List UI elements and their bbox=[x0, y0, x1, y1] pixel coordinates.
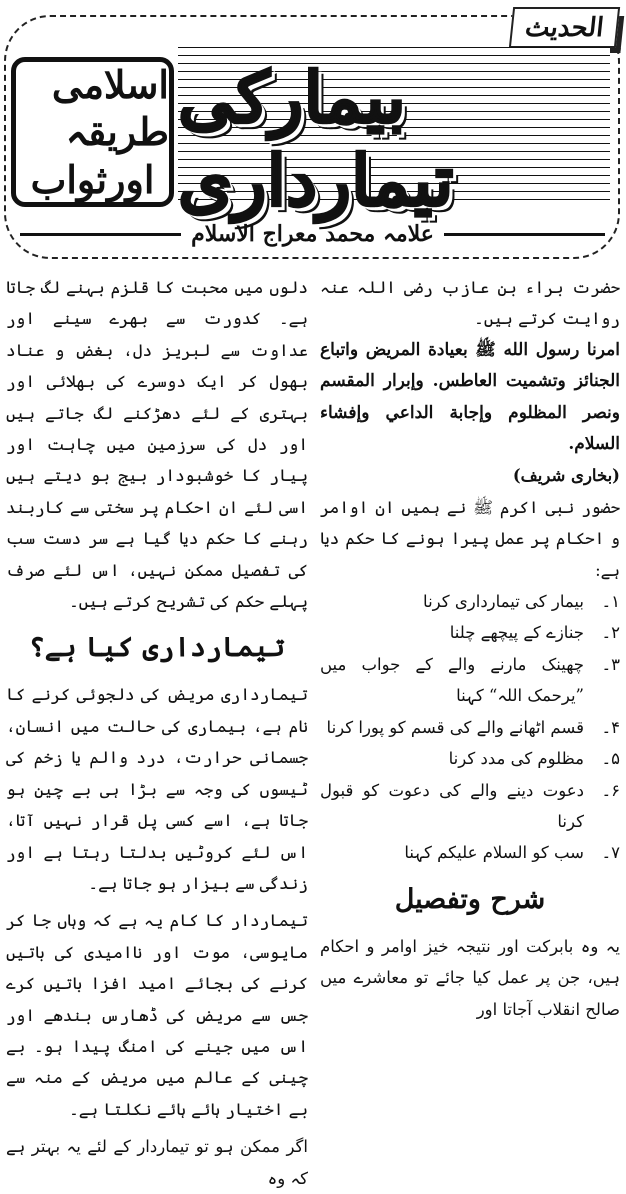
subtitle-line-2: اورثواب bbox=[30, 156, 155, 202]
list-item-text: قسم اٹھانے والے کی قسم کو پورا کرنا bbox=[326, 717, 584, 737]
list-item bbox=[320, 775, 620, 838]
hadith-reference: (بخاری شریف) bbox=[512, 466, 620, 486]
author-row bbox=[20, 219, 605, 249]
section-tag: الحدیث bbox=[509, 7, 620, 48]
list-item bbox=[320, 586, 620, 617]
list-item-number: ۵۔ bbox=[601, 749, 620, 769]
list-item bbox=[320, 617, 620, 648]
list-item bbox=[320, 649, 620, 712]
visitor-duty-paragraph: تیماردار کا کام یہ ہے کہ وہاں جا کر مایوسی، موت اور ناامیدی کی باتیں کرنے کی بجائے امید افزا باتیں کرے جس سے مریض کی ڈھارس بندھے اور اس میں جینے کی امنگ پیدا ہو۔ بے چینی کے عالم میں مریض کے منہ سے بے اختیار ہائے ہائے نکلتا ہے۔ bbox=[6, 911, 308, 1119]
list-item-number: ۳۔ bbox=[601, 654, 620, 674]
list-item-number: ۲۔ bbox=[601, 623, 620, 643]
list-item-text: بیمار کی تیمارداری کرنا bbox=[423, 592, 584, 612]
subtitle-box bbox=[11, 57, 174, 207]
list-item-number: ۱۔ bbox=[601, 592, 620, 612]
list-item-text: سب کو السلام علیکم کہنا bbox=[404, 843, 584, 863]
subtitle-line-1: اسلامی طریقہ bbox=[51, 61, 169, 155]
closing-paragraph: اگر ممکن ہو تو تیماردار کے لئے یہ بہتر ہے کہ وہ bbox=[6, 1137, 308, 1188]
definition-paragraph: تیمارداری مریض کی دلجوئی کرنے کا نام ہے، بیماری کی حالت میں انسان، جسمانی حرارت، درد والم یا زخم کی ٹیسوں کی وجہ سے بڑا ہی بے چین ہو جاتا ہے، اسے کسی پل قرار نہیں آتا، اس لئے کروٹیں بدلتا رہتا ہے اور زندگی سے بیزار ہو جاتا ہے۔ bbox=[6, 685, 308, 893]
list-item bbox=[320, 837, 620, 868]
continuation-paragraph: دلوں میں محبت کا قلزم بہنے لگ جاتا ہے۔ کدورت سے بھرے سینے اور عداوت سے لبریز دل، بغض و عناد بھول کر ایک دوسرے کی بھلائی اور بہتری کے لئے دھڑکنے لگ جاتے ہیں اور دل کی سرزمین میں چاہت اور پیار کا خوشبودار بیج بو دیتے ہیں اسی لئے ان احکام پر سختی سے کاربند رہنے کا حکم دیا گیا ہے سر دست سب کی تفصیل ممکن نہیں، اس لئے صرف پہلے حکم کی تشریح کرتے ہیں۔ bbox=[6, 278, 308, 612]
list-item bbox=[320, 712, 620, 743]
right-column bbox=[320, 272, 620, 1019]
lead-paragraph: حضور نبی اکرم ﷺ نے ہمیں ان اوامر و احکام پر عمل پیرا ہونے کا حکم دیا ہے: bbox=[320, 497, 620, 580]
article-title: بیمارکی تیمارداری bbox=[178, 56, 454, 222]
intro-paragraph: حضرت براء بن عازب رضی اللہ عنہ روایت کرتے ہیں۔ bbox=[320, 278, 620, 329]
explanation-paragraph: یہ وہ بابرکت اور نتیجہ خیز اوامر و احکام ہیں، جن پر عمل کیا جائے تو معاشرے میں صالح انقلاب آجاتا اور bbox=[320, 936, 620, 1019]
list-item bbox=[320, 743, 620, 774]
list-item-text: مظلوم کی مدد کرنا bbox=[448, 749, 584, 769]
list-item-text: جنازے کے پیچھے چلنا bbox=[449, 623, 584, 643]
author-rule-right bbox=[444, 233, 605, 236]
list-item-number: ۴۔ bbox=[601, 717, 620, 737]
list-item-text: چھینک مارنے والے کے جواب میں ”یرحمک اللہ“ کہنا bbox=[320, 654, 584, 706]
explanation-heading: شرح وتفصیل bbox=[394, 883, 546, 915]
hadith-arabic-text: امرنا رسول الله ﷺ بعيادة المريض واتباع الجنائز وتشميت العاطس. وإبرار المقسم ونصر المظلوم وإجابة الداعي وإفشاء السلام. bbox=[320, 339, 620, 455]
list-item-text: دعوت دینے والے کی دعوت کو قبول کرنا bbox=[320, 780, 584, 831]
author-name: علامہ محمد معراج الاسلام bbox=[191, 221, 434, 247]
list-item-number: ۷۔ bbox=[601, 843, 620, 863]
section-heading: تیمارداری کیا ہے؟ bbox=[28, 632, 286, 664]
left-column bbox=[6, 272, 308, 1188]
author-rule-left bbox=[20, 233, 181, 236]
list-item-number: ۶۔ bbox=[601, 780, 620, 800]
command-list bbox=[320, 586, 620, 869]
